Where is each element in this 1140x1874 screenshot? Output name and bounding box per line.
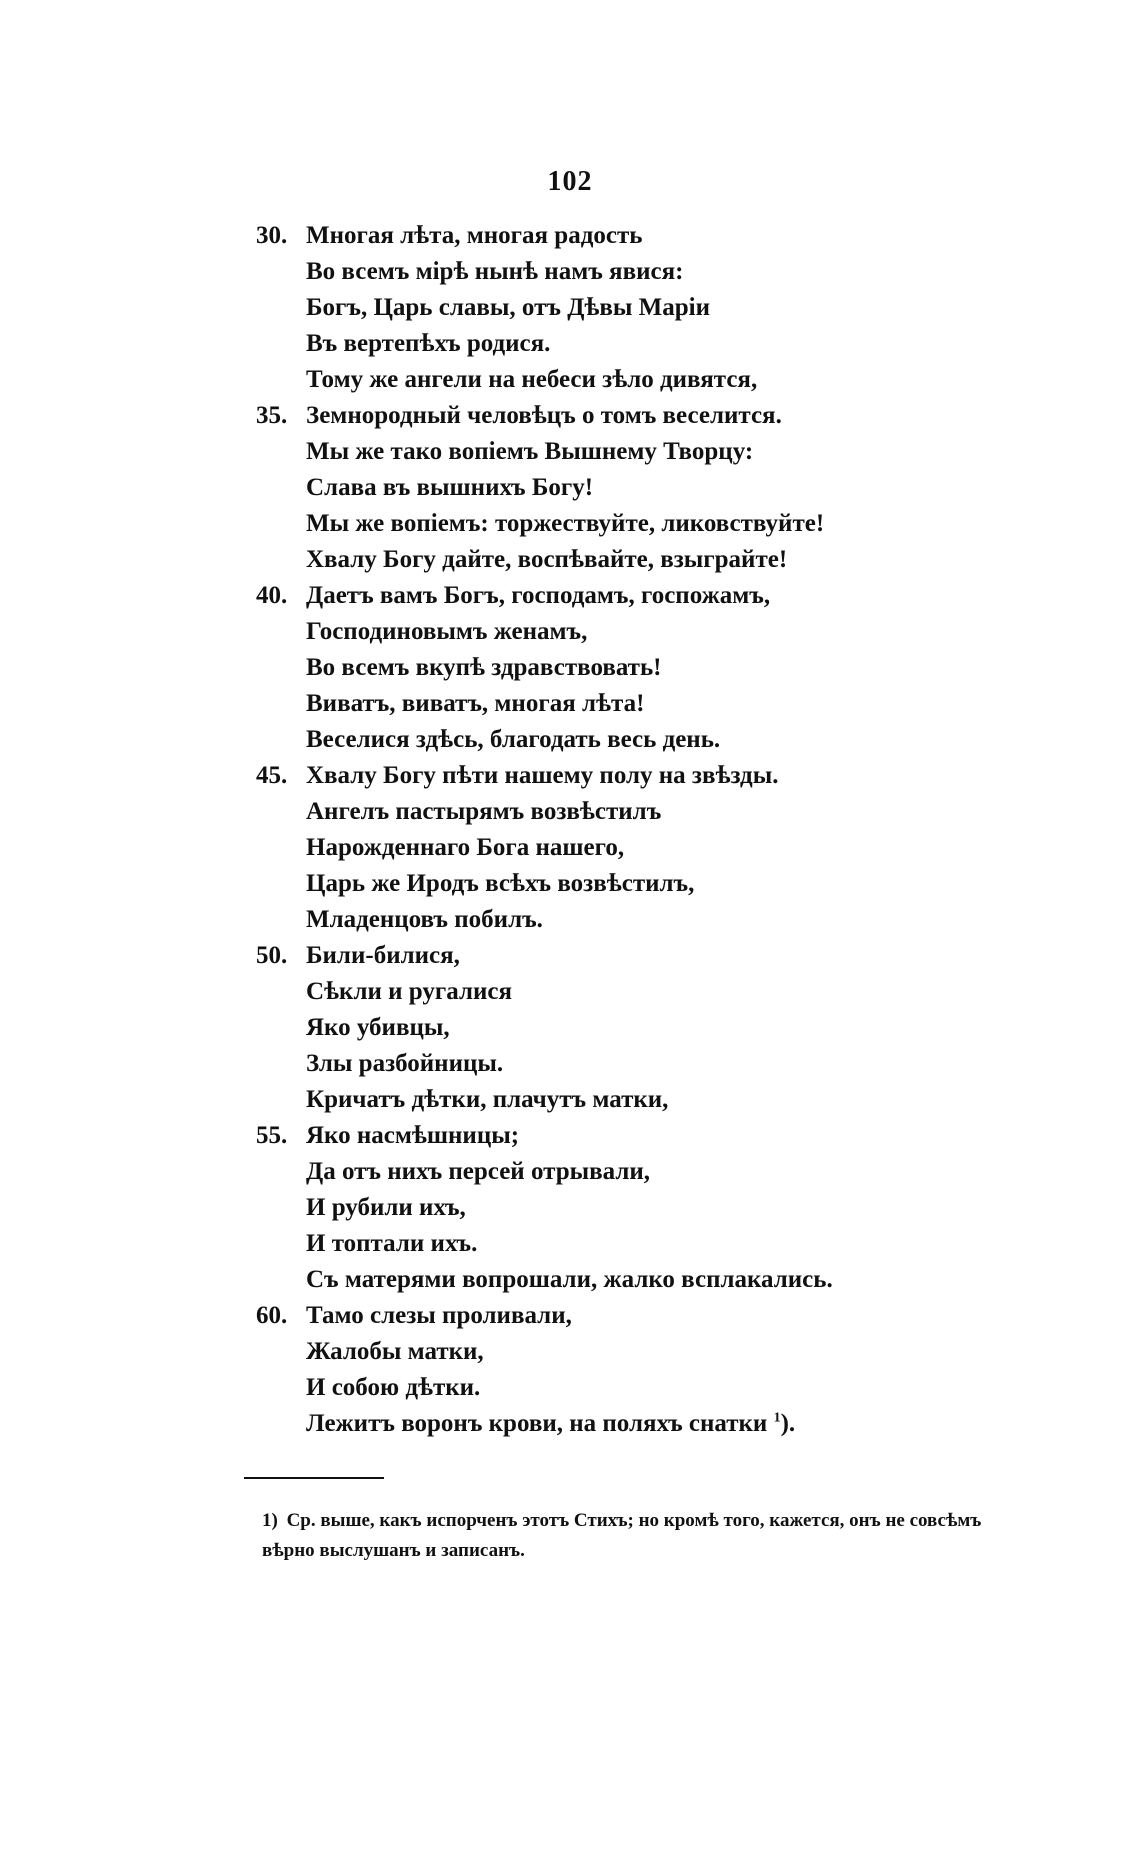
line-number: 60. xyxy=(256,1302,288,1329)
line-text-content: Въ вертепѣхъ родися. xyxy=(306,330,551,357)
line-text xyxy=(306,938,460,974)
line-number: 45. xyxy=(256,762,288,789)
line-text xyxy=(306,1118,519,1154)
line-text xyxy=(306,290,710,326)
line-text-content: Жалобы матки, xyxy=(306,1338,484,1365)
footnote-divider xyxy=(244,1477,384,1479)
line-text-content: Яко убивцы, xyxy=(306,1014,450,1041)
poem-line xyxy=(0,542,1140,578)
line-text xyxy=(306,614,587,650)
line-text xyxy=(306,1010,450,1046)
line-text xyxy=(306,218,642,254)
line-text-content: Кричатъ дѣтки, плачутъ матки, xyxy=(306,1086,669,1113)
poem-line xyxy=(0,1082,1140,1118)
poem-line xyxy=(0,1370,1140,1406)
line-text xyxy=(306,470,593,506)
poem-line xyxy=(0,938,1140,974)
poem-line xyxy=(0,1190,1140,1226)
line-text xyxy=(306,254,683,290)
line-text xyxy=(306,1046,503,1082)
line-text xyxy=(306,686,644,722)
poem-line xyxy=(0,1334,1140,1370)
line-number: 30. xyxy=(256,222,288,249)
poem-line xyxy=(0,974,1140,1010)
poem-line xyxy=(0,506,1140,542)
poem-line xyxy=(0,1010,1140,1046)
line-text xyxy=(306,974,512,1010)
line-text-content: Яко насмѣшницы; xyxy=(306,1122,520,1149)
footnote-text: Ср. выше, какъ испорченъ этотъ Стихъ; но кромѣ того, кажется, онъ не совсѣмъ вѣрно выслушанъ и записанъ. xyxy=(262,1510,982,1561)
poem-line xyxy=(0,434,1140,470)
poem-line xyxy=(0,1262,1140,1298)
line-number: 40. xyxy=(256,582,288,609)
line-text xyxy=(306,1190,466,1226)
poem-line xyxy=(0,362,1140,398)
line-text-content: Хвалу Богу пѣти нашему полу на звѣзды. xyxy=(306,762,779,789)
line-text-content: Били-билися, xyxy=(306,942,460,969)
poem-line xyxy=(0,1298,1140,1334)
line-text-content: Да отъ нихъ персей отрывали, xyxy=(306,1158,651,1185)
poem-line xyxy=(0,1046,1140,1082)
poem-line xyxy=(0,686,1140,722)
line-text xyxy=(306,326,550,362)
line-number: 55. xyxy=(256,1122,288,1149)
line-text xyxy=(306,1334,484,1370)
poem-line xyxy=(0,578,1140,614)
line-text xyxy=(306,578,770,614)
line-text-content: Веселися здѣсь, благодать весь день. xyxy=(306,726,721,753)
line-text-content: Слава въ вышнихъ Богу! xyxy=(306,474,594,501)
line-text-content: Во всемъ вкупѣ здравствовать! xyxy=(306,654,662,681)
line-text xyxy=(306,1082,668,1118)
poem-line xyxy=(0,1406,1140,1442)
line-text-content: Богъ, Царь славы, отъ Дѣвы Маріи xyxy=(306,294,711,321)
footnote-reference[interactable]: 1 xyxy=(773,1410,781,1426)
line-text-content: Многая лѣта, многая радость xyxy=(306,222,643,249)
line-text-content: И собою дѣтки. xyxy=(306,1374,481,1401)
line-text-content: Злы разбойницы. xyxy=(306,1050,504,1077)
line-text-content: Лежитъ воронъ крови, на поляхъ снатки xyxy=(306,1410,768,1437)
page-number: 102 xyxy=(547,166,593,197)
line-text xyxy=(306,722,720,758)
poem-line xyxy=(0,290,1140,326)
line-text xyxy=(306,1370,480,1406)
poem-line xyxy=(0,398,1140,434)
poem-body xyxy=(0,218,1140,1442)
poem-line xyxy=(0,830,1140,866)
line-text xyxy=(306,542,787,578)
line-tail: ). xyxy=(780,1410,796,1437)
line-text xyxy=(306,1406,795,1442)
footnote-marker: 1) xyxy=(262,1510,278,1531)
line-text-content: Виватъ, виватъ, многая лѣта! xyxy=(306,690,645,717)
line-text xyxy=(306,794,661,830)
poem-line xyxy=(0,326,1140,362)
line-number: 35. xyxy=(256,402,288,429)
line-number: 50. xyxy=(256,942,288,969)
poem-line xyxy=(0,1226,1140,1262)
line-text xyxy=(306,866,694,902)
poem-line xyxy=(0,866,1140,902)
line-text xyxy=(306,758,778,794)
line-text xyxy=(306,1226,477,1262)
line-text-content: Мы же вопіемъ: торжествуйте, ликовствуйте! xyxy=(306,510,825,537)
footnote xyxy=(262,1506,1032,1566)
line-text-content: Ангелъ пастырямъ возвѣстилъ xyxy=(306,798,662,825)
line-text xyxy=(306,506,824,542)
line-text xyxy=(306,362,757,398)
line-text-content: Тому же ангели на небеси зѣло дивятся, xyxy=(306,366,758,393)
poem-line xyxy=(0,1118,1140,1154)
poem-line xyxy=(0,650,1140,686)
poem-line xyxy=(0,614,1140,650)
line-text-content: Нарожденнаго Бога нашего, xyxy=(306,834,625,861)
line-text-content: Царь же Иродъ всѣхъ возвѣстилъ, xyxy=(306,870,695,897)
line-text-content: Младенцовъ побилъ. xyxy=(306,906,543,933)
line-text-content: Во всемъ мірѣ нынѣ намъ явися: xyxy=(306,258,684,285)
line-text xyxy=(306,650,662,686)
line-text-content: Господиновымъ женамъ, xyxy=(306,618,588,645)
poem-line xyxy=(0,722,1140,758)
line-text-content: Тамо слезы проливали, xyxy=(306,1302,572,1329)
line-text-content: Съ матерями вопрошали, жалко всплакались. xyxy=(306,1266,833,1293)
line-text-content: И топтали ихъ. xyxy=(306,1230,478,1257)
line-text xyxy=(306,398,782,434)
line-text xyxy=(306,434,753,470)
line-text-content: Хвалу Богу дайте, воспѣвайте, взыграйте! xyxy=(306,546,788,573)
line-text xyxy=(306,1262,833,1298)
line-text-content: Земнородный человѣцъ о томъ веселится. xyxy=(306,402,782,429)
line-text-content: Мы же тако вопіемъ Вышнему Творцу: xyxy=(306,438,754,465)
poem-line xyxy=(0,1154,1140,1190)
poem-line xyxy=(0,254,1140,290)
poem-line xyxy=(0,758,1140,794)
line-text xyxy=(306,830,624,866)
poem-line xyxy=(0,218,1140,254)
line-text xyxy=(306,1154,650,1190)
line-text xyxy=(306,1298,572,1334)
poem-line xyxy=(0,794,1140,830)
line-text-content: И рубили ихъ, xyxy=(306,1194,466,1221)
line-text-content: Даетъ вамъ Богъ, господамъ, госпожамъ, xyxy=(306,582,771,609)
line-text xyxy=(306,902,543,938)
poem-line xyxy=(0,470,1140,506)
line-text-content: Сѣкли и ругалися xyxy=(306,978,512,1005)
poem-line xyxy=(0,902,1140,938)
